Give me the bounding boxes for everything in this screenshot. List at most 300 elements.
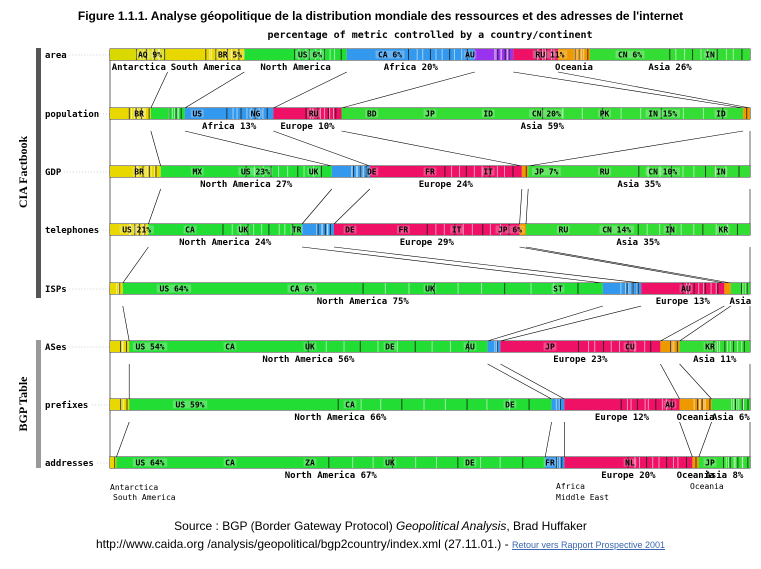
connector-line [302,189,332,224]
country-stripe [636,283,637,294]
country-stripe [716,283,717,294]
country-stripe [580,49,581,60]
country-stripe [494,49,495,60]
country-stripe [644,341,645,352]
country-stripe [306,108,307,119]
connector-line [116,422,129,457]
country-stripe [363,166,364,177]
country-stripe [480,457,481,468]
country-stripe [531,283,532,294]
country-stripe [496,341,497,352]
country-label: IT [451,225,462,235]
country-stripe [745,283,746,294]
country-label: AU [465,50,475,60]
country-stripe [486,399,487,410]
country-label: RU [558,225,569,235]
continent-label: Europe 13% [655,297,710,307]
country-label: CN 6% [617,50,643,60]
country-label: RU 11% [535,50,565,60]
country-stripe [681,224,682,235]
source-suffix: , Brad Huffaker [506,519,587,533]
country-stripe [408,49,409,60]
country-stripe [451,166,452,177]
country-stripe [131,108,132,119]
country-stripe [628,283,629,294]
country-stripe [246,108,247,119]
country-stripe [205,49,206,60]
country-stripe [401,399,402,410]
row-label: telephones [45,226,100,236]
country-stripe [588,341,589,352]
country-stripe [114,457,115,468]
country-stripe [669,49,670,60]
continent-label: Asia 59% [520,122,565,132]
country-label: BR 5% [217,50,243,60]
country-stripe [637,399,638,410]
bottom-label-africa: Africa [556,482,585,491]
continent-label: Asia 11% [693,355,737,365]
country-stripe [457,457,458,468]
connector-line [488,306,603,341]
country-stripe [717,283,718,294]
country-stripe [504,166,505,177]
country-label: UK [308,167,319,177]
row-label: addresses [45,459,94,469]
continent-label: Asia [729,297,752,307]
country-label: IN [665,225,675,235]
country-label: FR [425,167,435,177]
country-stripe [120,399,121,410]
bottom-label-antarctica: Antarctica [110,483,159,492]
country-stripe [507,49,508,60]
country-stripe [746,108,747,119]
country-stripe [377,341,378,352]
country-label: UK [305,342,315,352]
group-label-bgp: BGP Table [16,376,30,432]
country-stripe [640,108,641,119]
country-stripe [176,108,177,119]
segment-africa [552,399,565,410]
country-stripe [726,49,727,60]
country-stripe [582,108,583,119]
country-label: MX [192,167,203,177]
country-stripe [631,399,632,410]
country-label: CN 20% [531,109,561,119]
country-stripe [178,108,179,119]
country-label: RU [308,109,319,119]
country-stripe [705,166,706,177]
country-stripe [373,457,374,468]
country-stripe [736,399,737,410]
continent-label: North America [260,63,331,73]
country-stripe [638,224,639,235]
country-stripe [694,399,695,410]
country-stripe [508,49,509,60]
country-stripe [320,108,321,119]
country-label: UK [385,458,395,468]
connector-line [520,189,522,224]
source-prefix: Source : BGP (Border Gateway Protocol) [174,519,397,533]
country-stripe [333,108,334,119]
country-stripe [733,49,734,60]
country-stripe [326,341,327,352]
country-stripe [559,399,560,410]
segment-africa [347,49,475,60]
continent-label: Europe 24% [418,180,473,190]
country-stripe [620,283,621,294]
country-label: AU [681,284,691,294]
country-stripe [673,457,674,468]
country-stripe [325,224,326,235]
country-stripe [659,457,660,468]
country-label: FR [545,458,555,468]
group-bar-cia [36,48,41,298]
country-label: US [192,109,203,119]
country-stripe [630,283,631,294]
country-stripe [444,166,445,177]
connector-line [151,131,161,166]
country-stripe [638,283,639,294]
country-label: TR [291,225,302,235]
figure-title: Figure 1.1.1. Analyse géopolitique de la distribution mondiale des ressources et des adresses de l'internet [77,9,684,23]
country-stripe [703,399,704,410]
bottom-label-oceania: Oceania [690,482,724,491]
country-label: US 23% [241,167,270,177]
country-stripe [683,108,684,119]
country-stripe [705,283,706,294]
country-label: KR [705,342,715,352]
country-stripe [449,49,450,60]
country-stripe [702,224,703,235]
country-stripe [692,49,693,60]
country-stripe [500,457,501,468]
country-stripe [474,166,475,177]
country-stripe [155,166,156,177]
country-label: IN [716,167,726,177]
country-stripe [169,108,170,119]
country-stripe [324,108,325,119]
country-stripe [711,283,712,294]
country-stripe [742,283,743,294]
connector-line [341,131,521,166]
country-stripe [709,399,710,410]
country-stripe [727,341,728,352]
connector-line [545,422,551,457]
country-label: KR [718,225,729,235]
group-bar-bgp [36,340,41,468]
country-stripe [744,341,745,352]
connector-line [185,72,245,108]
country-label: CN 10% [648,167,678,177]
country-label: DE [345,225,355,235]
country-stripe [513,166,514,177]
country-stripe [627,399,628,410]
country-stripe [655,399,656,410]
country-stripe [304,166,305,177]
country-label: CA 6% [289,284,315,294]
country-stripe [351,166,352,177]
continent-label: Europe 29% [399,238,454,248]
country-stripe [577,49,578,60]
connector-line [273,131,369,166]
country-stripe [717,49,718,60]
country-stripe [352,457,353,468]
segment-south_america [110,457,116,468]
continent-label: Asia 35% [616,238,660,248]
country-stripe [467,399,468,410]
country-stripe [279,224,280,235]
country-stripe [594,341,595,352]
country-stripe [172,108,173,119]
country-label: CA [225,342,235,352]
country-stripe [417,49,418,60]
connector-line [334,189,370,224]
country-stripe [698,283,699,294]
country-stripe [686,457,687,468]
continent-label: Europe 10% [280,122,335,132]
country-stripe [327,224,328,235]
connector-line [660,306,724,341]
connector-line [334,247,641,283]
country-stripe [278,166,279,177]
country-stripe [741,283,742,294]
country-stripe [730,457,731,468]
country-stripe [505,49,506,60]
country-label: US 21% [122,225,152,235]
country-stripe [577,283,578,294]
country-stripe [581,49,582,60]
connector-line [123,247,149,283]
country-stripe [344,341,345,352]
country-stripe [154,166,155,177]
country-stripe [738,399,739,410]
country-stripe [363,283,364,294]
country-label: US 64% [159,284,189,294]
country-stripe [735,399,736,410]
segment-north_america [151,108,185,119]
continent-label: North America 24% [179,238,272,248]
continent-label: Antarctica [111,63,166,73]
country-stripe [329,108,330,119]
country-stripe [209,49,210,60]
country-stripe [361,399,362,410]
country-stripe [211,49,212,60]
country-stripe [694,283,695,294]
country-stripe [522,457,523,468]
country-stripe [422,49,423,60]
segment-oceania [660,341,679,352]
continent-label: Europe 12% [594,413,650,423]
country-stripe [122,341,123,352]
country-stripe [432,341,433,352]
country-stripe [703,108,704,119]
chart-rows [45,49,751,481]
country-label: US 64% [135,458,165,468]
country-stripe [621,108,622,119]
country-stripe [145,166,146,177]
country-stripe [424,399,425,410]
connector-line [680,306,731,341]
country-label: US 59% [175,400,205,410]
connector-line [273,72,346,108]
country-stripe [316,224,317,235]
country-stripe [360,341,361,352]
country-label: IN [705,50,715,60]
continent-label: Asia 8% [705,471,744,481]
country-stripe [748,399,749,410]
country-stripe [702,399,703,410]
country-stripe [723,457,724,468]
country-label: JP [545,342,555,352]
country-stripe [625,283,626,294]
country-stripe [241,108,242,119]
connector-line [660,364,679,399]
country-stripe [472,224,473,235]
country-label: ID [483,109,494,119]
country-stripe [742,399,743,410]
country-label: AQ 9% [137,50,163,60]
country-stripe [181,108,182,119]
connector-line [151,72,168,108]
connector-lines [110,60,750,457]
country-stripe [127,399,128,410]
country-stripe [742,457,743,468]
country-stripe [730,341,731,352]
continent-label: Africa 13% [202,122,257,132]
country-label: BR [134,167,144,177]
country-stripe [330,49,331,60]
country-stripe [385,283,386,294]
country-stripe [445,399,446,410]
continent-label: Europe 20% [601,471,656,481]
country-stripe [619,341,620,352]
country-label: BR [134,109,144,119]
country-stripe [121,399,122,410]
country-label: JP 6% [497,225,523,235]
country-stripe [118,283,119,294]
country-stripe [334,49,335,60]
country-stripe [684,49,685,60]
continent-label: North America 66% [294,413,387,423]
continent-label: North America 75% [316,297,409,307]
connector-line [123,306,129,341]
country-stripe [666,457,667,468]
connector-line [500,306,641,341]
country-stripe [671,341,672,352]
country-label: NL [625,458,635,468]
country-stripe [724,341,725,352]
country-stripe [461,49,462,60]
country-stripe [126,341,127,352]
country-stripe [508,49,509,60]
country-stripe [321,166,322,177]
country-stripe [335,108,336,119]
country-stripe [459,166,460,177]
country-stripe [466,166,467,177]
country-stripe [741,341,742,352]
country-stripe [408,283,409,294]
country-stripe [490,224,491,235]
connector-line [341,72,474,108]
country-stripe [356,166,357,177]
country-stripe [647,224,648,235]
country-stripe [682,166,683,177]
segment-oceania [680,399,712,410]
bottom-labels [110,482,724,502]
country-label: JP [705,458,715,468]
bottom-label-middle-east: Middle East [556,493,609,502]
country-stripe [559,457,560,468]
country-stripe [233,108,234,119]
connector-line [185,131,332,166]
country-stripe [267,108,268,119]
country-label: ST [553,284,563,294]
continent-label: Asia 35% [617,180,661,190]
segment-asia [712,399,750,410]
country-stripe [578,341,579,352]
country-stripe [427,224,428,235]
row-label: prefixes [45,401,89,411]
segment-europe [370,166,522,177]
country-stripe [268,224,269,235]
country-stripe [699,399,700,410]
connector-line [488,364,552,399]
country-stripe [719,341,720,352]
country-stripe [397,341,398,352]
country-stripe [646,457,647,468]
country-stripe [123,399,124,410]
country-stripe [504,283,505,294]
row-label: ASes [45,343,67,353]
country-stripe [693,224,694,235]
country-stripe [529,399,530,410]
continent-label: Africa 20% [383,63,438,73]
connector-line [500,364,564,399]
back-link[interactable]: Retour vers Rapport Prospective 2001 [511,540,666,550]
country-stripe [633,283,634,294]
country-stripe [627,283,628,294]
country-stripe [318,224,319,235]
country-stripe [693,166,694,177]
connector-line [526,189,528,224]
country-stripe [435,224,436,235]
country-label: CN 14% [602,225,632,235]
country-stripe [739,166,740,177]
continent-label: Oceania [555,63,593,73]
country-stripe [129,108,130,119]
country-stripe [380,399,381,410]
country-stripe [650,341,651,352]
country-stripe [338,399,339,410]
segment-africa [603,283,641,294]
country-stripe [174,108,175,119]
continent-label: Oceania [676,471,715,481]
url-line [0,537,761,551]
continent-label: North America 56% [262,355,355,365]
country-label: RU [599,167,610,177]
country-stripe [481,283,482,294]
segment-europe [500,341,660,352]
country-stripe [497,166,498,177]
country-label: CA 6% [377,50,403,60]
source-url: http://www.caida.org /analysis/geopolitical/bgp2country/index.xml (27.11.01.) - [95,537,512,551]
continent-label: North America 67% [284,471,377,481]
country-stripe [353,166,354,177]
country-stripe [435,49,436,60]
country-stripe [728,457,729,468]
row-label: GDP [45,168,62,178]
country-label: FR [398,225,409,235]
